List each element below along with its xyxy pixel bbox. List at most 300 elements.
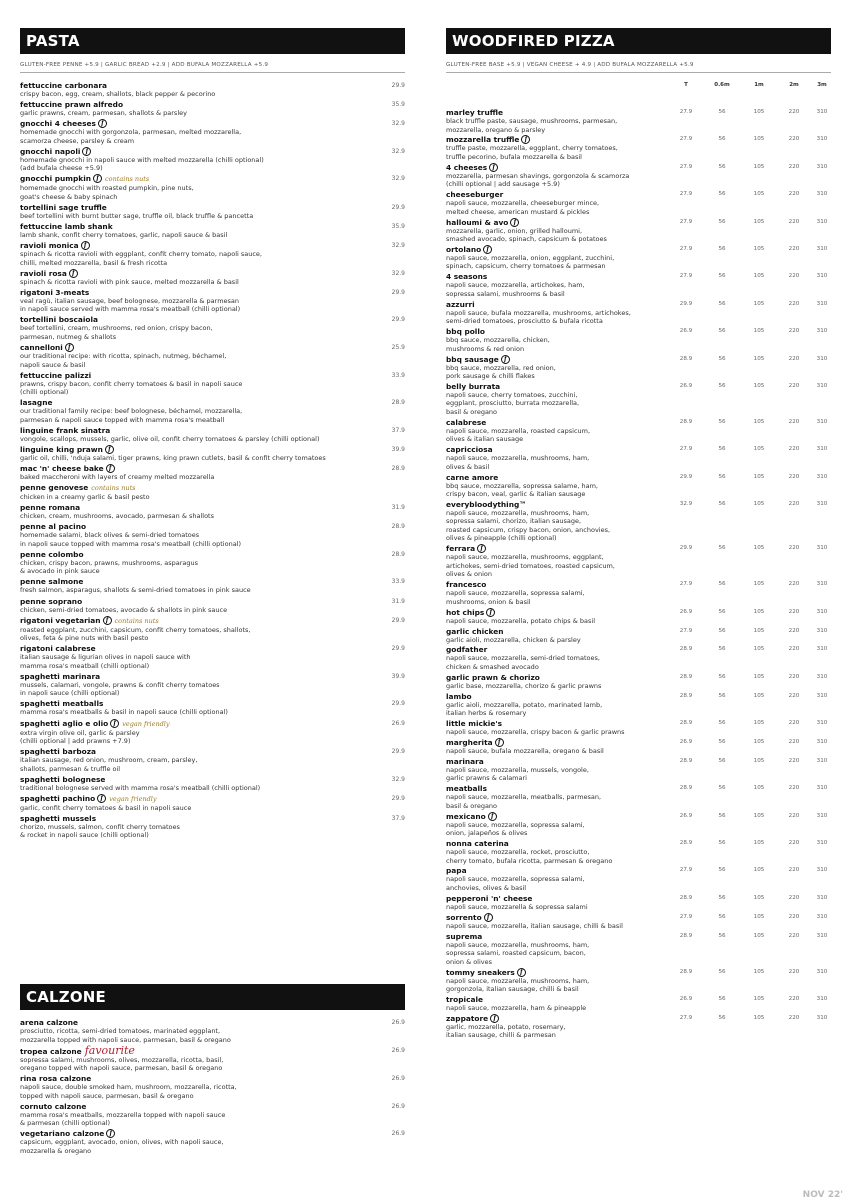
price-2m: 220 (788, 673, 800, 680)
price-0.6m: 56 (718, 720, 726, 727)
item-description: parmesan, nutmeg & shallots (20, 332, 117, 341)
footer-date: NOV 22' (802, 1190, 843, 1200)
item-name-text: azzurri (446, 299, 475, 309)
item-name (20, 81, 405, 90)
item-name-text: cheeseburger (446, 190, 504, 200)
item-description: prawns, crispy bacon, confit cherry tomatoes & basil in napoli sauce (20, 379, 243, 388)
item-name-text: fettuccine prawn alfredo (20, 100, 124, 110)
price-0.6m: 56 (718, 328, 726, 335)
vegetarian-icon: f (98, 119, 107, 128)
item-price: 35.9 (391, 223, 405, 231)
item-price: 35.9 (391, 101, 405, 109)
item-name-text: penne genovese (20, 483, 89, 493)
price-T: 27.9 (679, 191, 693, 198)
price-2m: 220 (788, 446, 800, 453)
item-name-text: lasagne (20, 398, 53, 408)
item-description: italian herbs & rosemary (446, 709, 527, 718)
price-T: 28.9 (679, 673, 693, 680)
item-description: crispy bacon, egg, cream, shallots, black pepper & pecorino (20, 90, 216, 98)
calzone-header (20, 984, 405, 1010)
menu-item (446, 500, 831, 543)
item-tag: vegan friendly (122, 719, 170, 728)
price-3m: 310 (816, 355, 828, 362)
item-name-text: 4 seasons (446, 272, 488, 282)
menu-item (446, 135, 831, 161)
price-3m: 310 (816, 932, 828, 939)
price-T: 27.9 (679, 627, 693, 634)
item-name-text: francesco (446, 580, 487, 590)
item-name (446, 445, 831, 454)
price-0.6m: 56 (718, 581, 726, 588)
menu-item (20, 747, 405, 773)
item-description: truffle paste, mozzarella, eggplant, cherry tomatoes, (446, 144, 618, 153)
price-1m: 105 (753, 867, 765, 874)
menu-item (446, 692, 831, 718)
item-description: olives & pineapple (chilli optional) (446, 534, 557, 543)
price-2m: 220 (788, 932, 800, 939)
price-T: 27.9 (679, 163, 693, 170)
price-T: 28.9 (679, 932, 693, 939)
item-description: topped with napoli sauce, parmesan, basil & oregano (20, 1091, 194, 1100)
item-name (20, 775, 405, 784)
price-1m: 105 (753, 446, 765, 453)
price-2m: 220 (788, 191, 800, 198)
vegetarian-icon: f (484, 913, 493, 922)
item-name (446, 608, 831, 617)
menu-item (20, 100, 405, 118)
price-1m: 105 (753, 995, 765, 1002)
menu-item (20, 269, 405, 287)
item-name (446, 218, 831, 227)
item-name-text: papa (446, 866, 467, 876)
price-3m: 310 (816, 692, 828, 699)
price-T: 26.9 (679, 328, 693, 335)
item-description: bbq sauce, mozzarella, red onion, (446, 363, 556, 372)
price-1m: 105 (753, 418, 765, 425)
item-price: 32.9 (391, 120, 405, 128)
item-name-text: spaghetti pachino (20, 793, 96, 803)
price-1m: 105 (753, 608, 765, 615)
price-1m: 105 (753, 757, 765, 764)
price-0.6m: 56 (718, 245, 726, 252)
item-name-text: tortellini boscaiola (20, 315, 99, 325)
item-name (20, 747, 405, 756)
menu-item (446, 968, 831, 994)
price-2m: 220 (788, 328, 800, 335)
item-name-text: carne amore (446, 472, 499, 482)
item-description: sopressa salami, chorizo, italian sausage, (446, 517, 582, 526)
item-name (446, 245, 831, 254)
price-2m: 220 (788, 218, 800, 225)
item-description: napoli sauce, mozzarella, mushrooms, ham, (446, 976, 590, 985)
calzone-title: CALZONE (26, 988, 107, 1006)
item-price: 26.9 (391, 1130, 405, 1137)
item-name-text: rina rosa calzone (20, 1074, 92, 1083)
item-tag: contains nuts (114, 616, 159, 625)
menu-item (20, 672, 405, 698)
price-0.6m: 56 (718, 840, 726, 847)
menu-item (20, 315, 405, 341)
vegetarian-icon: f (103, 616, 112, 625)
item-name-text: penne salmone (20, 577, 84, 587)
item-name (446, 327, 831, 336)
item-name-text: capricciosa (446, 445, 493, 455)
item-name (20, 597, 405, 606)
price-0.6m: 56 (718, 646, 726, 653)
item-price: 28.9 (391, 465, 405, 472)
item-name-text: fettuccine lamb shank (20, 222, 113, 232)
vegetarian-icon: f (110, 719, 119, 728)
price-1m: 105 (753, 300, 765, 307)
size-header-2m: 2m (789, 82, 799, 88)
item-description: napoli sauce, mozzarella, meatballs, parmesan, (446, 793, 602, 802)
item-name-text: linguine frank sinatra (20, 425, 111, 435)
item-name-text: spaghetti barboza (20, 747, 96, 757)
item-name-text: calabrese (446, 417, 487, 427)
item-name (446, 673, 831, 682)
item-name (446, 866, 831, 875)
price-2m: 220 (788, 473, 800, 480)
item-name-text: halloumi & avo (446, 217, 509, 227)
item-description: napoli sauce, mozzarella, semi-dried tomatoes, (446, 654, 600, 663)
item-name (20, 315, 405, 324)
item-name (20, 222, 405, 231)
item-description: in napoli sauce topped with mamma rosa's meatball (chilli optional) (20, 539, 242, 548)
price-0.6m: 56 (718, 627, 726, 634)
item-description: garlic, confit cherry tomatoes & basil in napoli sauce (20, 803, 192, 812)
item-description: napoli sauce, mozzarella, sopressa salami, (446, 589, 585, 598)
price-2m: 220 (788, 136, 800, 143)
item-name (446, 784, 831, 793)
item-name-text: penne al pacino (20, 522, 87, 532)
vegetarian-icon: f (82, 147, 91, 156)
price-2m: 220 (788, 646, 800, 653)
price-1m: 105 (753, 913, 765, 920)
item-description: homemade gnocchi with gorgonzola, parmesan, melted mozzarella, (20, 128, 242, 137)
price-0.6m: 56 (718, 932, 726, 939)
menu-item (446, 784, 831, 810)
item-name-text: spaghetti mussels (20, 813, 97, 823)
item-price: 29.9 (391, 288, 405, 296)
item-name (20, 719, 405, 729)
menu-item (446, 300, 831, 326)
item-description: shallots, parmesan & truffle oil (20, 764, 121, 773)
menu-item (20, 577, 405, 595)
price-2m: 220 (788, 273, 800, 280)
pasta-note: GLUTEN-FREE PENNE +5.9 | GARLIC BREAD +2.9 | ADD BUFALA MOZZARELLA +5.9 (20, 62, 405, 73)
price-3m: 310 (816, 446, 828, 453)
pizza-title: WOODFIRED PIZZA (452, 32, 615, 50)
price-3m: 310 (816, 136, 828, 143)
menu-item (20, 1129, 405, 1155)
item-name-text: zappatore (446, 1013, 489, 1023)
price-1m: 105 (753, 840, 765, 847)
menu-item (446, 932, 831, 967)
item-description: mozzarella, oregano & parsley (446, 125, 546, 134)
item-name-text: fettuccine carbonara (20, 81, 107, 90)
item-name-text: rigatoni 3-meats (20, 287, 90, 297)
item-description: mozzarella topped with napoli sauce, parmesan, basil & oregano (20, 1035, 231, 1044)
pizza-list (446, 108, 831, 1041)
item-description: chilli, melted mozzarella, basil & fresh ricotta (20, 258, 168, 267)
menu-item (20, 814, 405, 840)
menu-item (446, 418, 831, 444)
price-2m: 220 (788, 163, 800, 170)
item-name-text: pepperoni 'n' cheese (446, 893, 533, 903)
price-0.6m: 56 (718, 785, 726, 792)
menu-item (20, 398, 405, 424)
item-name-text: tropea calzone (20, 1046, 82, 1056)
price-2m: 220 (788, 968, 800, 975)
menu-item (446, 190, 831, 216)
item-description: bbq sauce, mozzarella, chicken, (446, 336, 550, 345)
menu-item (446, 738, 831, 756)
item-description: spinach & ricotta ravioli with pink sauce, melted mozzarella & basil (20, 277, 239, 286)
price-1m: 105 (753, 785, 765, 792)
menu-item (446, 894, 831, 912)
menu-item (446, 327, 831, 353)
item-name-text: gnocchi 4 cheeses (20, 119, 96, 129)
item-description: (chilli optional | add prawns +7.9) (20, 737, 131, 746)
size-header-T: T (684, 82, 688, 88)
price-0.6m: 56 (718, 867, 726, 874)
item-description: napoli sauce, mozzarella, mushrooms, ham, (446, 940, 590, 949)
item-name-text: garlic prawn & chorizo (446, 672, 540, 682)
item-name-text: spaghetti aglio e olio (20, 718, 109, 728)
price-3m: 310 (816, 840, 828, 847)
price-1m: 105 (753, 355, 765, 362)
item-price: 37.9 (391, 426, 405, 434)
item-name (446, 418, 831, 427)
item-price: 26.9 (391, 1075, 405, 1082)
item-name (446, 355, 831, 364)
price-0.6m: 56 (718, 191, 726, 198)
item-price: 29.9 (391, 316, 405, 324)
price-3m: 310 (816, 913, 828, 920)
item-description: homemade salami, black olives & semi-dried tomatoes (20, 531, 200, 540)
price-3m: 310 (816, 673, 828, 680)
price-2m: 220 (788, 720, 800, 727)
price-0.6m: 56 (718, 968, 726, 975)
item-name-text: ortolano (446, 244, 482, 254)
vegetarian-icon: f (501, 355, 510, 364)
item-description: melted cheese, american mustard & pickles (446, 207, 590, 216)
price-T: 29.9 (679, 545, 693, 552)
item-description: mozzarella, parmesan shavings, gorgonzola & scamorza (446, 171, 630, 180)
item-description: anchovies, olives & basil (446, 883, 527, 892)
item-description: scamorza cheese, parsley & cream (20, 136, 135, 145)
item-name (446, 812, 831, 821)
price-1m: 105 (753, 738, 765, 745)
item-price: 28.9 (391, 399, 405, 407)
item-description: sopressa salami, roasted capsicum, bacon, (446, 949, 586, 958)
price-1m: 105 (753, 812, 765, 819)
menu-item (20, 203, 405, 221)
price-1m: 105 (753, 218, 765, 225)
item-description: mamma rosa's meatball (chilli optional) (20, 661, 150, 670)
item-description: napoli sauce, mozzarella, sopressa salami, (446, 820, 585, 829)
item-price: 39.9 (391, 672, 405, 680)
item-name (20, 644, 405, 653)
menu-item (446, 1014, 831, 1040)
menu-item (446, 580, 831, 606)
price-T: 32.9 (679, 500, 693, 507)
price-2m: 220 (788, 382, 800, 389)
item-price: 26.9 (391, 1102, 405, 1110)
price-2m: 220 (788, 608, 800, 615)
item-description: lamb shank, confit cherry tomatoes, garlic, napoli sauce & basil (20, 231, 228, 240)
size-header-0.6m: 0.6m (714, 82, 730, 88)
price-2m: 220 (788, 738, 800, 745)
price-T: 27.9 (679, 273, 693, 280)
menu-item (20, 288, 405, 314)
vegetarian-icon: f (483, 245, 492, 254)
menu-item (20, 1102, 405, 1128)
vegetarian-icon: f (490, 1014, 499, 1023)
menu-item (446, 913, 831, 931)
item-description: roasted capsicum, crispy bacon, onion, anchovies, (446, 525, 611, 534)
price-3m: 310 (816, 785, 828, 792)
item-name-text: mac 'n' cheese bake (20, 464, 104, 473)
item-name (20, 1043, 405, 1057)
price-3m: 310 (816, 608, 828, 615)
item-description: italian sausage, red onion, mushroom, cream, parsley, (20, 756, 198, 765)
item-description: napoli sauce, mozzarella, rocket, prosciutto, (446, 848, 590, 857)
price-T: 28.9 (679, 968, 693, 975)
item-name-text: margherita (446, 737, 493, 747)
price-0.6m: 56 (718, 545, 726, 552)
item-description: napoli sauce, mozzarella, onion, eggplant, zucchini, (446, 253, 615, 262)
item-name (446, 839, 831, 848)
calzone-list (20, 1018, 405, 1157)
price-1m: 105 (753, 1014, 765, 1021)
menu-item (20, 1018, 405, 1044)
item-tag: favourite (84, 1043, 135, 1057)
price-0.6m: 56 (718, 913, 726, 920)
price-1m: 105 (753, 581, 765, 588)
menu-item (20, 644, 405, 670)
item-description: mushrooms & red onion (446, 344, 525, 353)
price-T: 28.9 (679, 785, 693, 792)
menu-item (446, 382, 831, 417)
price-T: 27.9 (679, 1014, 693, 1021)
menu-item (20, 371, 405, 397)
item-name (446, 544, 831, 553)
menu-item (446, 757, 831, 783)
menu-item (20, 222, 405, 240)
price-T: 26.9 (679, 608, 693, 615)
price-1m: 105 (753, 894, 765, 901)
menu-item (446, 995, 831, 1013)
price-T: 29.9 (679, 300, 693, 307)
item-description: napoli sauce, mozzarella, mushrooms, ham, (446, 508, 590, 517)
item-description: chicken, crispy bacon, prawns, mushrooms, asparagus (20, 558, 199, 567)
item-description: olives, feta & pine nuts with basil pesto (20, 634, 149, 643)
item-price: 26.9 (391, 1046, 405, 1054)
price-3m: 310 (816, 500, 828, 507)
price-1m: 105 (753, 720, 765, 727)
item-name-text: tortellini sage truffle (20, 202, 107, 212)
item-tag: contains nuts (105, 175, 150, 184)
price-2m: 220 (788, 867, 800, 874)
price-3m: 310 (816, 328, 828, 335)
item-description: & avocado in pink sauce (20, 567, 100, 576)
item-price: 29.9 (391, 616, 405, 624)
item-name (446, 163, 831, 172)
item-description: napoli sauce, mozzarella, mussels, vongole, (446, 765, 589, 774)
item-name-text: marinara (446, 756, 484, 766)
item-description: olives & onion (446, 570, 493, 579)
item-description: artichokes, semi-dried tomatoes, roasted capsicum, (446, 561, 615, 570)
menu-item (446, 673, 831, 691)
price-3m: 310 (816, 812, 828, 819)
price-1m: 105 (753, 545, 765, 552)
item-description: eggplant, prosciutto, burrata mozzarella, (446, 399, 580, 408)
price-3m: 310 (816, 473, 828, 480)
price-2m: 220 (788, 812, 800, 819)
price-0.6m: 56 (718, 273, 726, 280)
item-description: chicken, cream, mushrooms, avocado, parmesan & shallots (20, 512, 214, 521)
item-name (20, 241, 405, 250)
pizza-note: GLUTEN-FREE BASE +5.9 | VEGAN CHEESE + 4.9 | ADD BUFALA MOZZARELLA +5.9 (446, 62, 831, 73)
price-3m: 310 (816, 300, 828, 307)
vegetarian-icon: f (489, 163, 498, 172)
price-T: 28.9 (679, 757, 693, 764)
item-description: onion & olives (446, 957, 493, 966)
price-0.6m: 56 (718, 382, 726, 389)
item-price: 32.9 (391, 242, 405, 250)
menu-item (20, 464, 405, 482)
price-T: 28.9 (679, 840, 693, 847)
price-T: 27.9 (679, 109, 693, 115)
price-T: 26.9 (679, 738, 693, 745)
item-name-text: spaghetti meatballs (20, 699, 104, 709)
menu-item (446, 608, 831, 626)
price-3m: 310 (816, 995, 828, 1002)
item-price: 33.9 (391, 578, 405, 586)
item-description: garlic aioli, mozzarella, chicken & parsley (446, 635, 581, 644)
menu-item (446, 163, 831, 189)
item-name (20, 147, 405, 156)
item-description: napoli sauce, mozzarella, mushrooms, eggplant, (446, 553, 604, 562)
item-description: olives & basil (446, 462, 490, 471)
item-name (446, 738, 831, 747)
item-name-text: gnocchi pumpkin (20, 174, 92, 184)
price-3m: 310 (816, 245, 828, 252)
item-description: semi-dried tomatoes, prosciutto & bufala ricotta (446, 317, 603, 326)
item-description: our traditional family recipe: beef bolognese, béchamel, mozzarella, (20, 407, 243, 416)
item-name (446, 995, 831, 1004)
price-T: 27.9 (679, 446, 693, 453)
item-name (446, 692, 831, 701)
price-0.6m: 56 (718, 673, 726, 680)
price-3m: 310 (816, 1014, 828, 1021)
item-description: napoli sauce, bufala mozzarella, mushrooms, artichokes, (446, 308, 631, 317)
item-name-text: mozzarella truffle (446, 135, 520, 145)
item-description: (chilli optional | add sausage +5.9) (446, 180, 560, 189)
price-T: 26.9 (679, 812, 693, 819)
item-price: 29.9 (391, 794, 405, 802)
item-description: baked maccheroni with layers of creamy melted mozzarella (20, 473, 215, 481)
item-name-text: gnocchi napoli (20, 146, 81, 156)
price-0.6m: 56 (718, 1014, 726, 1021)
item-description: napoli sauce, cherry tomatoes, zucchini, (446, 390, 578, 399)
item-name-text: belly burrata (446, 381, 501, 391)
item-tag: vegan friendly (109, 794, 157, 803)
price-1m: 105 (753, 136, 765, 143)
item-description: roasted eggplant, zucchini, capsicum, confit cherry tomatoes, shallots, (20, 625, 251, 634)
item-description: napoli sauce, mozzarella, artichokes, ham, (446, 281, 585, 290)
